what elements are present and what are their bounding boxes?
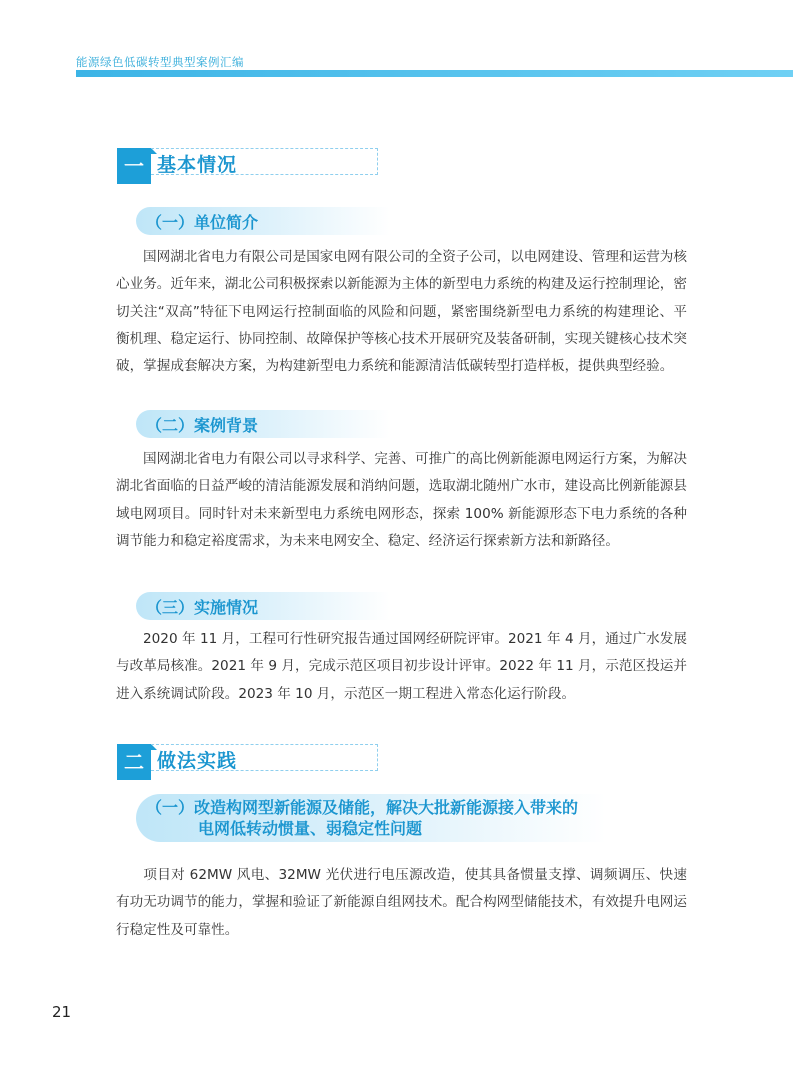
subsection-title: （一）单位简介 bbox=[146, 213, 259, 232]
subsection-title: （三）实施情况 bbox=[146, 598, 259, 617]
section-number: 二 bbox=[117, 744, 151, 780]
subsection-title: （二）案例背景 bbox=[146, 416, 259, 435]
section-number: 一 bbox=[117, 148, 151, 184]
section-title: 基本情况 bbox=[157, 154, 238, 176]
paragraph-unit-intro: 国网湖北省电力有限公司是国家电网有限公司的全资子公司，以电网建设、管理和运营为核心业务。近年来，湖北公司积极探索以新能源为主体的新型电力系统的构建及运行控制理论，密切关注“双高”特征下电网运行控制面临的风险和问题，紧密围绕新型电力系统的构建理论、平衡机理、稳定运行、协同控制、故障保护等核心技术开展研究及装备研制，实现关键核心技术突破，掌握成套解决方案，为构建新型电力系统和能源清洁低碳转型打造样板，提供典型经验。 bbox=[116, 249, 687, 375]
section-heading-basic bbox=[117, 148, 379, 188]
subsection-heading-implementation bbox=[136, 592, 390, 620]
subsection-heading-unit-intro bbox=[136, 207, 390, 235]
paragraph-grid-forming: 项目对 62MW 风电、32MW 光伏进行电压源改造，使其具备惯量支撑、调频调压、快速有功无功调节的能力，掌握和验证了新能源自组网技术。配合构网型储能技术，有效提升电网运行稳定性及可靠性。 bbox=[116, 867, 687, 938]
subsection-heading-case-background bbox=[136, 410, 390, 438]
paragraph-implementation: 2020 年 11 月，工程可行性研究报告通过国网经研院评审。2021 年 4 月，通过广水发展与改革局核准。2021 年 9 月，完成示范区项目初步设计评审。2022 年 11 月，示范区投运并进入系统调试阶段。2023 年 10 月，示范区一期工程进入常态化运行阶段。 bbox=[116, 631, 687, 702]
running-header-title: 能源绿色低碳转型典型案例汇编 bbox=[76, 55, 244, 69]
subsection-title-line2: 电网低转动惯量、弱稳定性问题 bbox=[198, 819, 423, 838]
section-heading-practice bbox=[117, 744, 379, 784]
section-title: 做法实践 bbox=[157, 750, 238, 772]
paragraph-case-background: 国网湖北省电力有限公司以寻求科学、完善、可推广的高比例新能源电网运行方案，为解决湖北省面临的日益严峻的清洁能源发展和消纳问题，选取湖北随州广水市，建设高比例新能源县域电网项目。同时针对未来新型电力系统电网形态，探索 100% 新能源形态下电力系统的各种调节能力和稳定裕度需求，为未来电网安全、稳定、经济运行探索新方法和新路径。 bbox=[116, 451, 687, 549]
subsection-heading-grid-forming bbox=[136, 794, 606, 842]
page-number: 21 bbox=[52, 1003, 72, 1021]
subsection-title-line1: （一）改造构网型新能源及储能，解决大批新能源接入带来的 bbox=[146, 798, 579, 817]
subsection-title bbox=[146, 797, 578, 839]
header-bar bbox=[76, 70, 793, 77]
